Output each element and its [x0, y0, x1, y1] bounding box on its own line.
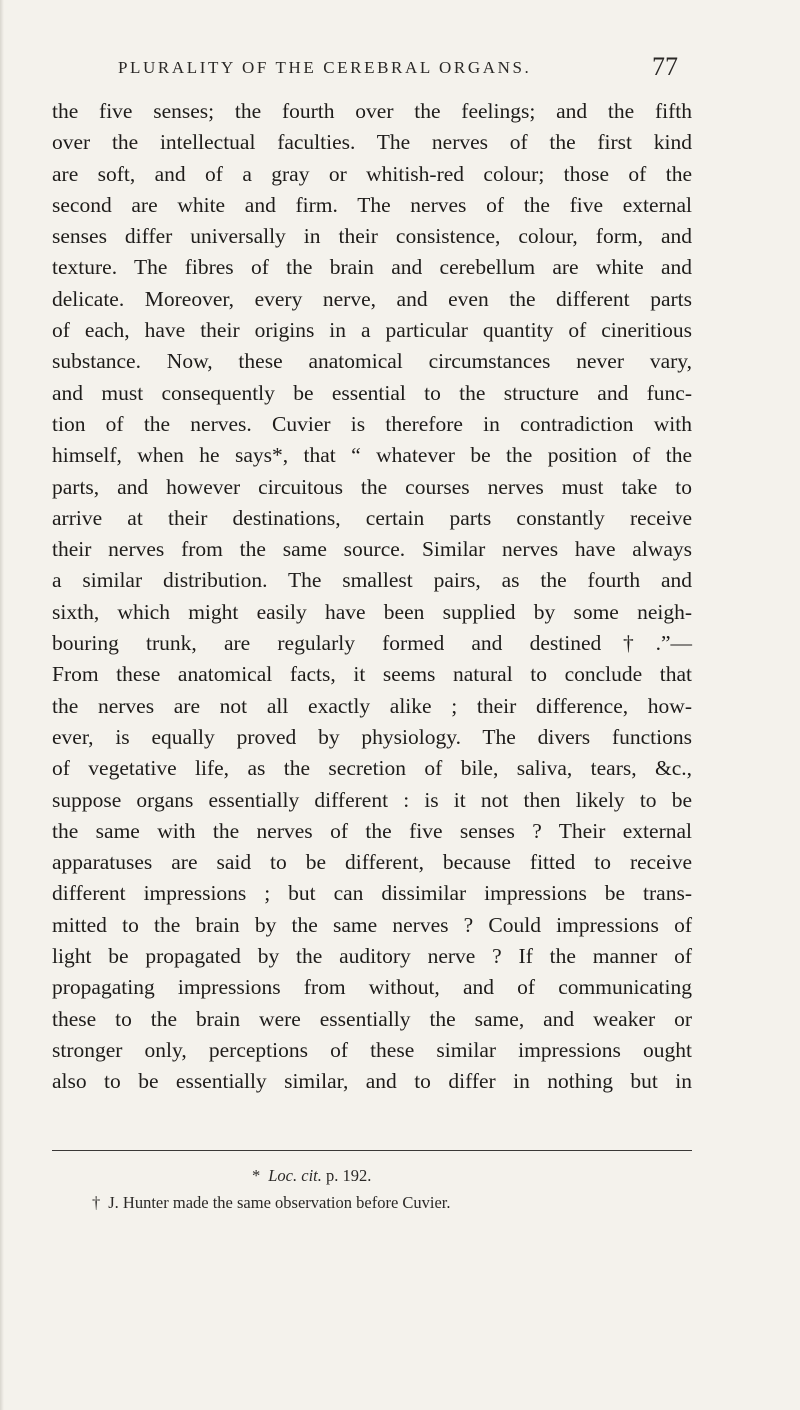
text-line: mitted to the brain by the same nerves ? Could impressions of: [52, 912, 692, 937]
text-line: parts, and however circuitous the courses nerves must take to: [52, 474, 692, 499]
text-line: bouring trunk, are regularly formed and destined†.”—: [52, 631, 692, 656]
text-line: of vegetative life, as the secretion of bile, saliva, tears, &c.,: [52, 756, 692, 781]
text-line: and must consequently be essential to the structure and func-: [52, 380, 692, 405]
text-line: suppose organs essentially different : is it not then likely to be: [52, 787, 692, 812]
text-line: their nerves from the same source. Similar nerves have always: [52, 537, 692, 562]
text-line: delicate. Moreover, every nerve, and even the different parts: [52, 286, 692, 311]
text-line: the five senses; the fourth over the feelings; and the fifth: [52, 99, 692, 123]
binding-edge: [0, 0, 4, 1410]
text-line: second are white and firm. The nerves of the five external: [52, 192, 692, 217]
text-line: of each, have their origins in a particular quantity of cineritious: [52, 318, 692, 343]
footnote-2: [52, 1189, 692, 1216]
text-line: over the intellectual faculties. The nerves of the first kind: [52, 130, 692, 155]
text-line: tion of the nerves. Cuvier is therefore in contradiction with: [52, 411, 692, 436]
footnote-1-citation: Loc. cit.: [268, 1166, 322, 1185]
text-line: From these anatomical facts, it seems natural to conclude that: [52, 662, 692, 687]
text-line: ever, is equally proved by physiology. The divers functions: [52, 724, 692, 749]
text-line: a similar distribution. The smallest pairs, as the fourth and: [52, 568, 692, 593]
text-line: texture. The fibres of the brain and cerebellum are white and: [52, 255, 692, 280]
text-line: also to be essentially similar, and to differ in nothing but in: [52, 1069, 692, 1094]
text-line: stronger only, perceptions of these similar impressions ought: [52, 1037, 692, 1062]
text-line: arrive at their destinations, certain parts constantly receive: [52, 505, 692, 530]
text-line: sixth, which might easily have been supplied by some neigh-: [52, 599, 692, 624]
running-title: PLURALITY OF THE CEREBRAL ORGANS.: [118, 58, 532, 77]
footnote-2-text: J. Hunter made the same observation before Cuvier.: [108, 1193, 451, 1212]
text-line: apparatuses are said to be different, because fitted to receive: [52, 850, 692, 875]
text-line: are soft, and of a gray or whitish-red colour; those of the: [52, 161, 692, 186]
text-line: different impressions ; but can dissimilar impressions be trans-: [52, 881, 692, 906]
text-line: senses differ universally in their consistence, colour, form, and: [52, 224, 692, 249]
text-line: the nerves are not all exactly alike ; their difference, how-: [52, 693, 692, 718]
text-line: the same with the nerves of the five senses ? Their external: [52, 818, 692, 843]
footnote-1: [52, 1162, 692, 1189]
footnotes: [52, 1162, 692, 1216]
footnote-1-page-ref: p. 192.: [326, 1166, 372, 1185]
body-text: [52, 96, 692, 1098]
text-line: light be propagated by the auditory nerve ? If the manner of: [52, 944, 692, 969]
text-line: himself, when he says*, that “ whatever be the position of the: [52, 443, 692, 468]
footnote-2-mark: †: [92, 1193, 101, 1212]
page-number: 77: [652, 52, 678, 81]
running-head: [118, 52, 678, 88]
text-line: propagating impressions from without, and of communicating: [52, 975, 692, 1000]
footnote-1-mark: *: [252, 1166, 261, 1185]
text-line: these to the brain were essentially the same, and weaker or: [52, 1006, 692, 1031]
text-line: substance. Now, these anatomical circumstances never vary,: [52, 349, 692, 374]
footnote-rule: [52, 1150, 692, 1151]
